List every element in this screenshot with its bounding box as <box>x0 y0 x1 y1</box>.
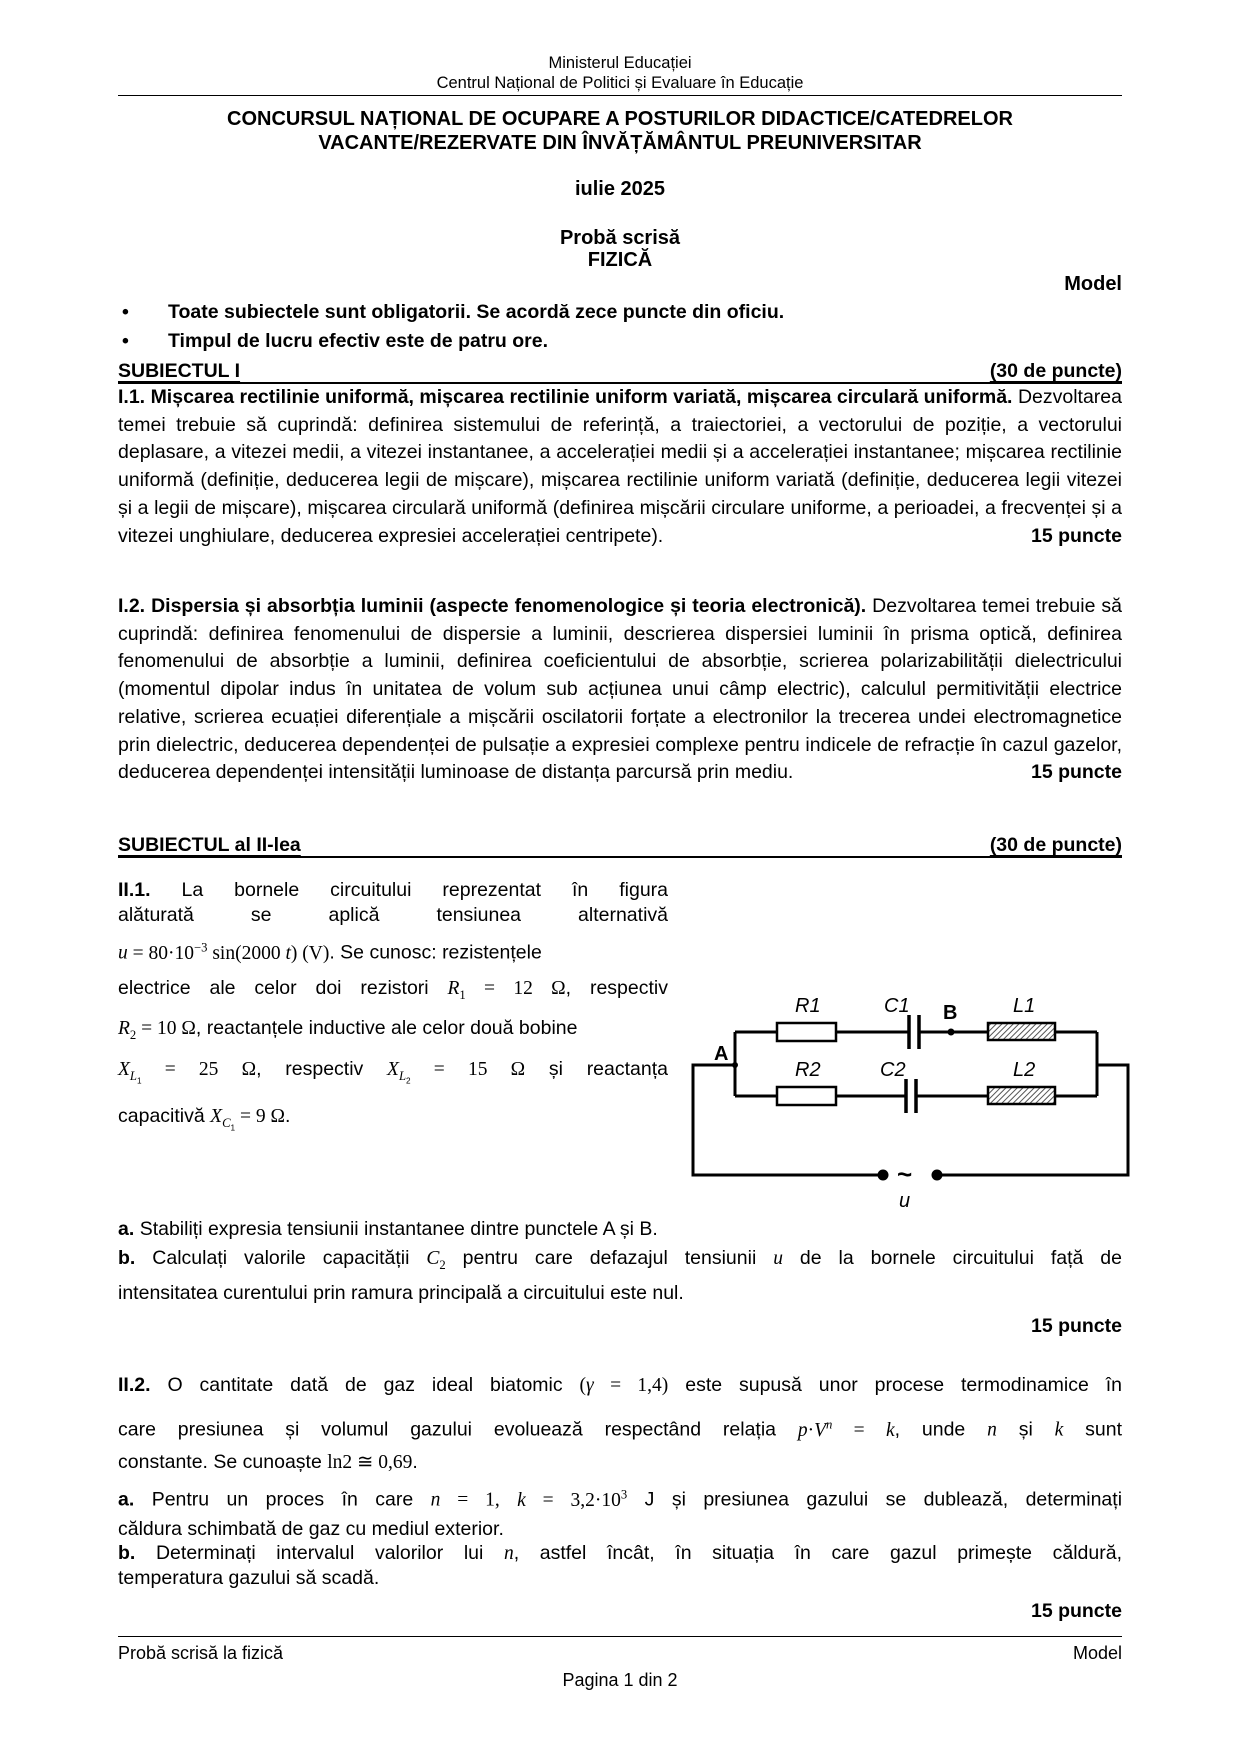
item-II-1-label: II.1. <box>118 879 151 901</box>
page-number: Pagina 1 din 2 <box>562 1670 678 1690</box>
voltage-expression: u <box>118 942 128 964</box>
footer-row <box>118 1643 1122 1664</box>
svg-text:B: B <box>943 1002 958 1024</box>
node-b-icon <box>948 1029 955 1036</box>
gamma-value: (γ = 1,4) <box>579 1375 669 1396</box>
item-I-1-title: Mișcarea rectilinie uniformă, mișcarea rectilinie uniform variată, mișcarea circulară uniformă. <box>150 386 1013 408</box>
subject2-divider <box>118 856 1122 858</box>
svg-text:C2: C2 <box>880 1059 906 1081</box>
source-terminal-left-icon <box>878 1170 889 1181</box>
subject2-title: SUBIECTUL al II-lea <box>118 834 301 856</box>
capacitor-c2-icon <box>906 1079 916 1113</box>
exam-subject: FIZICĂ <box>587 249 653 271</box>
item-I-1-label: I.1. <box>118 386 146 408</box>
footer-divider <box>118 1636 1122 1637</box>
subject2-header <box>118 834 1122 857</box>
header-divider <box>118 95 1122 96</box>
item-II-2-label: II.2. <box>118 1374 151 1396</box>
question-II-1-b: b. Calculați valorile capacității $C_2$ pentru care defazajul tensiunii u de la bornele circuitului față de <box>118 1247 1122 1272</box>
footer-right: Model <box>1072 1643 1122 1663</box>
instructions-list <box>118 298 1122 356</box>
inductor-l1-icon <box>988 1023 1055 1040</box>
process-relation: $p\cdot V^n = k$ <box>797 1417 895 1441</box>
capacitor-c1-icon <box>909 1015 919 1049</box>
instruction-item: • Toate subiectele sunt obligatorii. Se acordă zece puncte din oficiu. <box>118 298 1122 327</box>
bullet-icon: • <box>122 301 129 323</box>
svg-text:L2: L2 <box>1013 1059 1036 1081</box>
subject1-title: SUBIECTUL I <box>118 360 241 382</box>
bullet-icon: • <box>122 330 129 352</box>
source-terminal-right-icon <box>932 1170 943 1181</box>
item-II-2-points: 15 puncte <box>1030 1599 1122 1622</box>
instruction-item: • Timpul de lucru efectiv este de patru ore. <box>118 327 1122 356</box>
svg-text:L1: L1 <box>1013 995 1036 1017</box>
exam-title-line2: VACANTE/REZERVATE DIN ÎNVĂȚĂMÂNTUL PREUNIVERSITAR <box>318 132 922 154</box>
item-II-1-intro: II.1. La bornele circuitului reprezentat în figura alăturată se aplică tensiunea alternativă $u = 80\cdot 10^{-3}$ sin(2000 t) (V). Se cunosc: rezistențele electrice ale celor doi rezistori $R_1 = 12$ Ω, respectiv $R_2 = 10$ Ω, reactanțele inductive ale celor două bobine $X_{L_1} = 25$ Ω, respectiv $X_{L_2} = 15$ Ω și reactanța capacitivă $X_{C_1} = 9$ Ω. <box>118 879 668 1133</box>
exam-date: iulie 2025 <box>574 178 666 200</box>
ministry-name: Ministerul Educației <box>548 54 692 72</box>
question-II-2-b: b. Determinați intervalul valorilor lui n, astfel încât, în situația în care gazul primește căldură, <box>118 1541 1122 1564</box>
resistor-r2-icon <box>777 1087 836 1105</box>
variant-label: Model <box>1064 273 1122 295</box>
resistor-r1-icon <box>777 1023 836 1041</box>
subject2-points: (30 de puncte) <box>989 834 1122 856</box>
footer-left: Probă scrisă la fizică <box>118 1643 284 1663</box>
question-II-2-a: a. Pentru un proces în care n = 1, $k = 3,2\cdot 10^3$ J și presiunea gazului se dublează, determinați <box>118 1487 1123 1511</box>
svg-text:C1: C1 <box>884 995 910 1017</box>
inductor-l2-icon <box>988 1087 1055 1104</box>
item-I-2-title: Dispersia și absorbția luminii (aspecte fenomenologice și teoria electronică). <box>151 595 867 617</box>
svg-text:A: A <box>714 1043 729 1065</box>
question-II-1-a: a. Stabiliți expresia tensiunii instantanee dintre punctele A și B. <box>118 1218 658 1240</box>
item-II-2-questions: a. Pentru un proces în care n = 1, $k = 3,2\cdot 10^3$ J și presiunea gazului se dublează, determinați căldura schimbată de gaz cu mediul exterior. b. Determinați intervalul valorilor lui n, astfel încât, în situația în care gazul primește căldură, temperatura gazului să scadă. 15 puncte <box>118 1478 1122 1625</box>
item-I-2 <box>118 593 1122 787</box>
item-I-2-label: I.2. <box>118 595 146 617</box>
item-I-1-points: 15 puncte <box>1030 524 1122 547</box>
subject1-header <box>118 360 1122 383</box>
node-a-icon <box>732 1062 738 1068</box>
exam-title-line1: CONCURSUL NAȚIONAL DE OCUPARE A POSTURILOR DIDACTICE/CATEDRELOR <box>227 108 1013 130</box>
circuit-diagram <box>680 980 1140 1210</box>
subject1-points: (30 de puncte) <box>989 360 1122 382</box>
item-I-1 <box>118 384 1122 550</box>
svg-text:R1: R1 <box>795 995 821 1017</box>
item-II-1-points: 15 puncte <box>1030 1314 1122 1337</box>
item-II-2: II.2. O cantitate dată de gaz ideal biatomic (γ = 1,4) este supusă unor procese termodinamice în care presiunea și volumul gazului evoluează respectând relația $p\cdot V^n = k$, unde n și k sunt constante. Se cunoaște ln2 ≅ 0,69. <box>118 1374 1123 1473</box>
svg-text:R2: R2 <box>795 1059 821 1081</box>
svg-text:~: ~ <box>897 1159 913 1189</box>
item-I-2-text: Dezvoltarea temei trebuie să cuprindă: definirea fenomenului de dispersie a luminii, descrierea dispersiei luminii în prisma optică, definirea fenomenului de absorbție a luminii, definirea coeficientului de absorbție, scrierea polarizabilității dielectricului (momentul dipolar indus în unitatea de volum sub acțiunea unui câmp electric), calculul permitivității electrice relative, scrierea ecuației diferențiale a mișcării oscilatorii forțate a electronilor la trecerea undei electromagnetice prin dielectric, deducerea dependenței de pulsație a expresiei complexe pentru indicele de refracție în cazul gazelor, deducerea dependenței intensității luminoase de distanța parcursă prin mediu. <box>118 595 1122 784</box>
exam-type: Probă scrisă <box>559 227 681 249</box>
item-I-2-points: 15 puncte <box>1030 761 1122 784</box>
center-name: Centrul Național de Politici și Evaluare în Educație <box>436 74 804 92</box>
item-II-1-questions: a. Stabiliți expresia tensiunii instantanee dintre punctele A și B. b. Calculați valorile capacității $C_2$ pentru care defazajul tensiunii u de la bornele circuitului față de intensitatea curentului prin ramura principală a circuitului este nul. 15 puncte <box>118 1218 1122 1337</box>
svg-text:u: u <box>899 1190 911 1210</box>
item-I-1-text: Dezvoltarea temei trebuie să cuprindă: definirea sistemului de referință, a traiectoriei, a vectorului de poziție, a vectorului deplasare, a vitezei medii, a vitezei instantanee, a accelerației medii și a accelerației instantanee; mișcarea rectilinie uniformă (definiție, deducerea legii de mișcare), mișcarea rectilinie uniform variată (definiție, deducerea legii vitezei și a legii de mișcare), mișcarea circulară uniformă (definirea mișcării circulare uniforme, a perioadei, a frecvenței și a vitezei unghiulare, deducerea expresiei accelerației centripete). <box>118 386 1122 547</box>
